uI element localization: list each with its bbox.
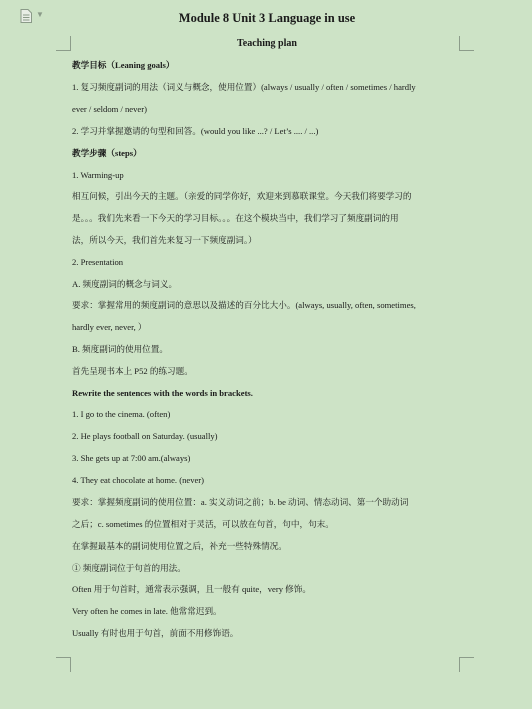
text-line: 之后；c. sometimes 的位置相对于灵活，可以放在句首，句中，句末。: [72, 519, 334, 529]
text-line: hardly ever, never, ）: [72, 322, 147, 332]
text-line: 2. Presentation: [72, 257, 124, 267]
text-line: 在掌握最基本的副词使用位置之后，补充一些特殊情况。: [72, 541, 287, 551]
section-heading-goals: 教学目标（Leaning goals）: [72, 60, 175, 70]
document-icon[interactable]: [20, 9, 32, 23]
text-line: ever / seldom / never): [72, 104, 147, 114]
document-subtitle: Teaching plan: [237, 38, 297, 49]
text-line: 法，所以今天，我们首先来复习一下频度副词。）: [72, 235, 257, 245]
text-line: A. 频度副词的概念与词义。: [72, 279, 178, 289]
exercise-item: 2. He plays football on Saturday. (usually): [72, 431, 218, 441]
text-line: 是。。。我们先来看一下今天的学习目标。。。在这个模块当中，我们学习了频度副词的用: [72, 213, 399, 223]
text-line: Very often he comes in late. 他常常迟到。: [72, 606, 222, 616]
page-corner-mark: [56, 657, 71, 672]
chevron-down-icon[interactable]: ▼: [36, 10, 44, 19]
exercise-item: 4. They eat chocolate at home. (never): [72, 475, 205, 485]
text-line: 要求：掌握频度副词的使用位置：a. 实义动词之前；b. be 动词、情态动词、第一个助动词: [72, 497, 409, 507]
text-line: 首先呈现书本上 P52 的练习题。: [72, 366, 193, 376]
text-line: ① 频度副词位于句首的用法。: [72, 563, 186, 573]
text-line: 相互问候，引出今天的主题。（亲爱的同学你好，欢迎来到慕联课堂。今天我们将要学习的: [72, 191, 412, 201]
text-line: 要求：掌握常用的频度副词的意思以及描述的百分比大小。(always, usually, often, sometimes,: [72, 300, 416, 310]
text-line: Usually 有时也用于句首，前面不用修饰语。: [72, 628, 239, 638]
text-line: 2. 学习并掌握邀请的句型和回答。(would you like ...? / Let’s .... / ...): [72, 126, 319, 136]
document-title: Module 8 Unit 3 Language in use: [178, 11, 356, 25]
page-corner-mark: [459, 657, 474, 672]
text-line: 1. Warming-up: [72, 170, 124, 180]
exercise-item: 1. I go to the cinema. (often): [72, 409, 171, 419]
text-line: B. 频度副词的使用位置。: [72, 344, 168, 354]
exercise-item: 3. She gets up at 7:00 am.(always): [72, 453, 191, 463]
section-heading-steps: 教学步骤（steps）: [72, 148, 142, 158]
exercise-heading: Rewrite the sentences with the words in brackets.: [72, 388, 253, 398]
text-line: Often 用于句首时，通常表示强调，且一般有 quite，very 修饰。: [72, 584, 311, 594]
text-line: 1. 复习频度副词的用法（词义与概念，使用位置）(always / usually / often / sometimes / hardly: [72, 82, 416, 92]
page-corner-mark: [56, 36, 71, 51]
